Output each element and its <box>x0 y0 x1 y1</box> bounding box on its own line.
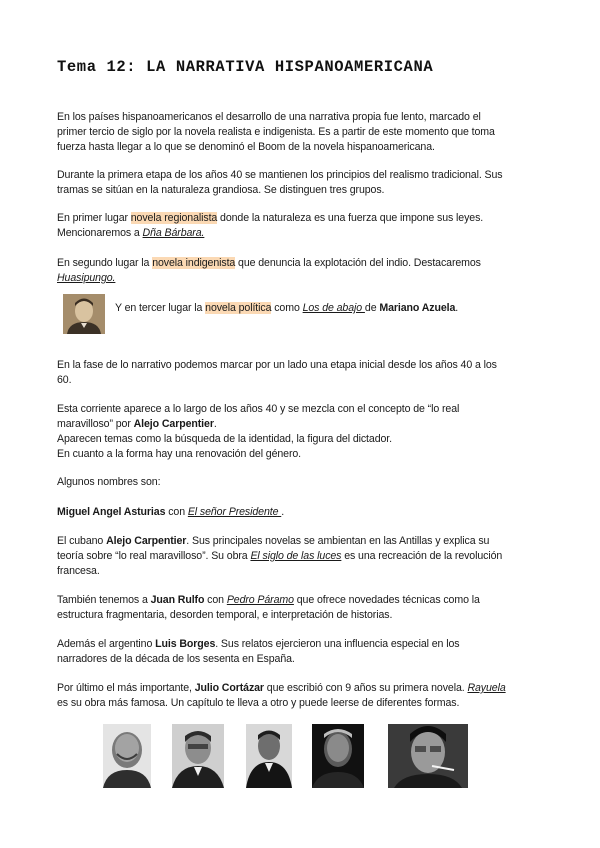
work-el-siglo-de-las-luces: El siglo de las luces <box>250 550 342 562</box>
author-mariano-azuela: Mariano Azuela <box>379 302 456 314</box>
intro-paragraph: En los países hispanoamericanos el desarrollo de una narrativa propia fue lento, marcado el primer tercio de siglo por la novela realista e indigenista. Es a partir de este momento que toma fuerza hasta llegar a lo que se denominó el Boom de la novela hispanoamericana. <box>57 111 495 153</box>
fase-paragraph: En la fase de lo narrativo podemos marcar por un lado una etapa inicial desde los años 40 a los 60. <box>57 359 497 386</box>
author-luis-borges: Luis Borges <box>155 638 216 650</box>
author-carpentier: Alejo Carpentier <box>106 535 187 547</box>
azuela-photo <box>63 294 105 334</box>
carpentier-paragraph: El cubano Alejo Carpentier. Sus principales novelas se ambientan en las Antillas y explica su teoría sobre “lo real maravilloso”. Su obra El siglo de las luces es una recreación de la revolución francesa. <box>57 535 503 577</box>
portrait-cortazar-icon <box>388 724 468 788</box>
work-rayuela: Rayuela <box>467 682 506 694</box>
etapa-paragraph: Durante la primera etapa de los años 40 se mantienen los principios del realismo tradicional. Sus tramas se sitúan en la naturaleza grandiosa. Se distinguen tres grupos. <box>57 169 503 196</box>
borges-photo <box>312 724 364 788</box>
carpentier-photo <box>172 724 224 788</box>
work-dona-barbara: Dña Bárbara. <box>142 227 205 239</box>
asturias-photo <box>103 724 151 788</box>
portrait-azuela-icon <box>63 294 105 334</box>
work-el-senor-presidente: El señor Presidente <box>187 506 282 518</box>
portrait-borges-icon <box>312 724 364 788</box>
corriente-paragraph: Esta corriente aparece a lo largo de los años 40 y se mezcla con el concepto de “lo real maravilloso” por Alejo Carpentier. Aparecen temas como la búsqueda de la identidad, la figura del dictador. En cuanto a la forma hay una renovación del género. <box>57 403 460 460</box>
portrait-asturias-icon <box>103 724 151 788</box>
borges-paragraph: Además el argentino Luis Borges. Sus relatos ejercieron una influencia especial en los narradores de la década de los sesenta en España. <box>57 638 460 665</box>
highlight-novela-regionalista: novela regionalista <box>130 212 218 224</box>
author-julio-cortazar: Julio Cortázar <box>194 682 264 694</box>
politica-paragraph: Y en tercer lugar la novela política como Los de abajo de Mariano Azuela. <box>115 302 459 314</box>
author-asturias: Miguel Angel Asturias <box>57 506 166 518</box>
highlight-novela-indigenista: novela indigenista <box>152 257 236 269</box>
regionalista-paragraph: En primer lugar novela regionalista donde la naturaleza es una fuerza que impone sus leyes. Mencionaremos a Dña Bárbara. <box>57 212 484 239</box>
highlight-novela-politica: novela política <box>205 302 272 314</box>
work-pedro-paramo: Pedro Páramo <box>226 594 294 606</box>
author-alejo-carpentier: Alejo Carpentier <box>133 418 214 430</box>
algunos-nombres: Algunos nombres son: <box>57 476 161 488</box>
author-juan-rulfo: Juan Rulfo <box>150 594 205 606</box>
cortazar-paragraph: Por último el más importante, Julio Cortázar que escribió con 9 años su primera novela. Rayuela es su obra más famosa. Un capítulo te lleva a otro y puede leerse de diferentes formas. <box>57 682 506 709</box>
portrait-carpentier-icon <box>172 724 224 788</box>
portrait-rulfo-icon <box>246 724 292 788</box>
indigenista-paragraph: En segundo lugar la novela indigenista que denuncia la explotación del indio. Destacaremos Huasipungo. <box>57 257 481 284</box>
asturias-paragraph: Miguel Angel Asturias con El señor Presidente . <box>57 506 285 518</box>
page-title: Tema 12: LA NARRATIVA HISPANOAMERICANA <box>57 58 434 76</box>
work-los-de-abajo: Los de abajo <box>302 302 365 314</box>
cortazar-photo <box>388 724 468 788</box>
rulfo-paragraph: También tenemos a Juan Rulfo con Pedro Páramo que ofrece novedades técnicas como la estructura fragmentaria, desorden temporal, e interpretación de historias. <box>57 594 480 621</box>
work-huasipungo: Huasipungo. <box>57 272 116 284</box>
rulfo-photo <box>246 724 292 788</box>
